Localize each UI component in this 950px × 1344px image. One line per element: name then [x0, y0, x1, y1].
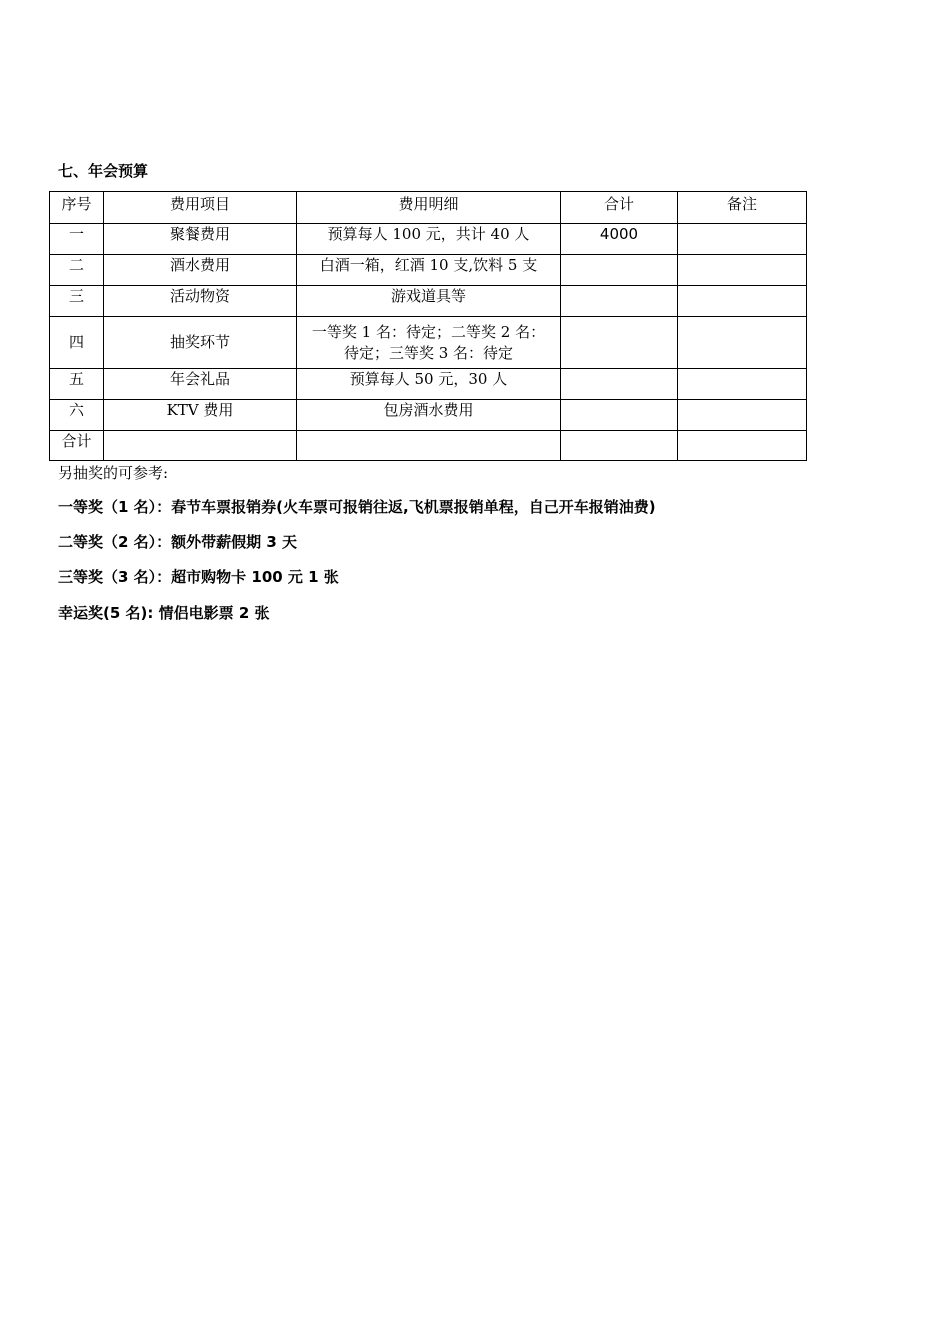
cell-no: 五 — [50, 369, 104, 400]
cell-no: 一 — [50, 224, 104, 255]
table-row — [50, 286, 807, 317]
cell-item: 年会礼品 — [104, 369, 297, 400]
cell-total — [561, 255, 678, 286]
table-row — [50, 400, 807, 431]
empty-cell — [104, 431, 297, 461]
table-row — [50, 224, 807, 255]
prize-first: 一等奖（1 名）：春节车票报销券(火车票可报销往返,飞机票报销单程，自己开车报销油费) — [58, 498, 656, 516]
empty-cell — [297, 431, 561, 461]
cell-item: 聚餐费用 — [104, 224, 297, 255]
cell-item: KTV 费用 — [104, 400, 297, 431]
table-row — [50, 255, 807, 286]
cell-item: 活动物资 — [104, 286, 297, 317]
cell-remark — [678, 224, 807, 255]
cell-total — [561, 400, 678, 431]
budget-table — [49, 191, 807, 461]
empty-cell — [678, 431, 807, 461]
total-row — [50, 431, 807, 461]
section-heading: 七、年会预算 — [58, 162, 149, 180]
prize-second: 二等奖（2 名）：额外带薪假期 3 天 — [58, 533, 298, 551]
cell-no: 三 — [50, 286, 104, 317]
cell-remark — [678, 369, 807, 400]
cell-no: 六 — [50, 400, 104, 431]
cell-detail: 预算每人 100 元，共计 40 人 — [297, 224, 561, 255]
table-row — [50, 317, 807, 369]
cell-detail: 游戏道具等 — [297, 286, 561, 317]
header-cell: 序号 — [50, 192, 104, 224]
cell-total — [561, 369, 678, 400]
cell-detail: 包房酒水费用 — [297, 400, 561, 431]
cell-detail-line: 一等奖 1 名：待定；二等奖 2 名： — [311, 322, 546, 341]
cell-item: 酒水费用 — [104, 255, 297, 286]
cell-detail-line: 待定；三等奖 3 名：待定 — [343, 343, 514, 362]
cell-total — [561, 317, 678, 369]
cell-remark — [678, 317, 807, 369]
header-cell: 备注 — [678, 192, 807, 224]
cell-total: 4000 — [561, 224, 678, 255]
cell-detail: 预算每人 50 元，30 人 — [297, 369, 561, 400]
total-label: 合计 — [50, 431, 104, 461]
cell-no: 四 — [50, 317, 104, 369]
header-cell: 费用项目 — [104, 192, 297, 224]
cell-remark — [678, 286, 807, 317]
cell-total — [561, 286, 678, 317]
empty-cell — [561, 431, 678, 461]
cell-no: 二 — [50, 255, 104, 286]
cell-remark — [678, 400, 807, 431]
cell-detail — [297, 317, 561, 369]
table-header-row — [50, 192, 807, 224]
table-row — [50, 369, 807, 400]
prize-lucky: 幸运奖(5 名): 情侣电影票 2 张 — [58, 604, 270, 622]
prize-third: 三等奖（3 名）：超市购物卡 100 元 1 张 — [58, 568, 339, 586]
cell-detail: 白酒一箱，红酒 10 支,饮料 5 支 — [297, 255, 561, 286]
cell-remark — [678, 255, 807, 286]
header-cell: 费用明细 — [297, 192, 561, 224]
cell-item: 抽奖环节 — [104, 317, 297, 369]
lottery-note: 另抽奖的可参考: — [58, 464, 169, 482]
header-cell: 合计 — [561, 192, 678, 224]
